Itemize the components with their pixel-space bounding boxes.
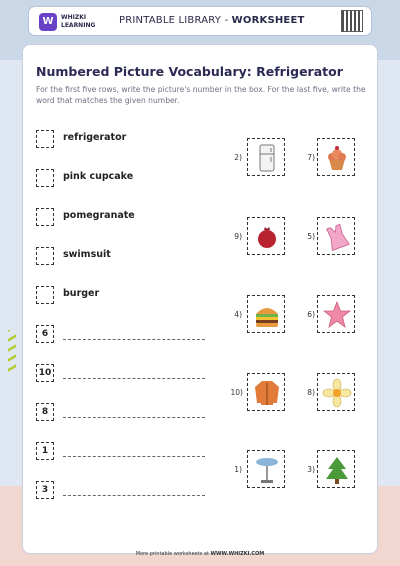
- picture-number: 8): [307, 388, 315, 397]
- answer-box[interactable]: [36, 286, 54, 304]
- number-box: 3: [36, 481, 54, 499]
- answer-box[interactable]: [36, 169, 54, 187]
- picture-number: 7): [307, 153, 315, 162]
- number-box: 6: [36, 325, 54, 343]
- jacket-icon: [252, 378, 282, 408]
- page-footer: More printable worksheets at WWW.WHIZKI.COM: [135, 551, 265, 557]
- picture-card: [247, 138, 285, 176]
- vocab-word: pink cupcake: [63, 171, 134, 182]
- answer-box[interactable]: [36, 247, 54, 265]
- lamp-icon: [252, 455, 282, 485]
- picture-number: 5): [307, 232, 315, 241]
- picture-card: [317, 138, 355, 176]
- answer-line[interactable]: [63, 339, 205, 340]
- cupcake-icon: [322, 143, 352, 173]
- picture-number: 1): [234, 465, 242, 474]
- answer-box[interactable]: [36, 130, 54, 148]
- side-decoration-left-icon: [6, 330, 20, 390]
- daffodil-icon: [322, 378, 352, 408]
- picture-number: 6): [307, 310, 315, 319]
- pomegranate-icon: [252, 222, 282, 252]
- answer-line[interactable]: [63, 495, 205, 496]
- worksheet-instructions: For the first five rows, write the picture's number in the box. For the last five, write the word that matches the given number.: [36, 85, 366, 105]
- number-box: 8: [36, 403, 54, 421]
- picture-card: [247, 373, 285, 411]
- picture-card: [317, 373, 355, 411]
- picture-card: [317, 295, 355, 333]
- number-box: 10: [36, 364, 54, 382]
- picture-number: 9): [234, 232, 242, 241]
- answer-box[interactable]: [36, 208, 54, 226]
- vocab-word: swimsuit: [63, 249, 111, 260]
- burger-icon: [252, 300, 282, 330]
- vocab-word: refrigerator: [63, 132, 127, 143]
- picture-card: [247, 450, 285, 488]
- answer-line[interactable]: [63, 378, 205, 379]
- vocab-word: burger: [63, 288, 100, 299]
- header-title: PRINTABLE LIBRARY - WORKSHEET: [119, 15, 305, 26]
- vocab-word: pomegranate: [63, 210, 135, 221]
- swimsuit-icon: [322, 222, 352, 252]
- answer-line[interactable]: [63, 456, 205, 457]
- answer-line[interactable]: [63, 417, 205, 418]
- whizki-logo-icon[interactable]: W: [39, 13, 57, 31]
- picture-number: 2): [234, 153, 242, 162]
- tree-icon: [322, 455, 352, 485]
- picture-number: 10): [230, 388, 243, 397]
- picture-card: [247, 217, 285, 255]
- website-link[interactable]: WWW.WHIZKI.COM: [210, 551, 265, 557]
- picture-card: [247, 295, 285, 333]
- picture-number: 3): [307, 465, 315, 474]
- qr-code-icon: [341, 10, 363, 32]
- picture-card: [317, 450, 355, 488]
- picture-number: 4): [234, 310, 242, 319]
- refrigerator-icon: [252, 143, 282, 173]
- worksheet-title: Numbered Picture Vocabulary: Refrigerator: [36, 64, 343, 79]
- brand-name: WHIZKI LEARNING: [61, 14, 96, 29]
- number-box: 1: [36, 442, 54, 460]
- picture-card: [317, 217, 355, 255]
- starfish-icon: [322, 300, 352, 330]
- site-header: [28, 6, 372, 36]
